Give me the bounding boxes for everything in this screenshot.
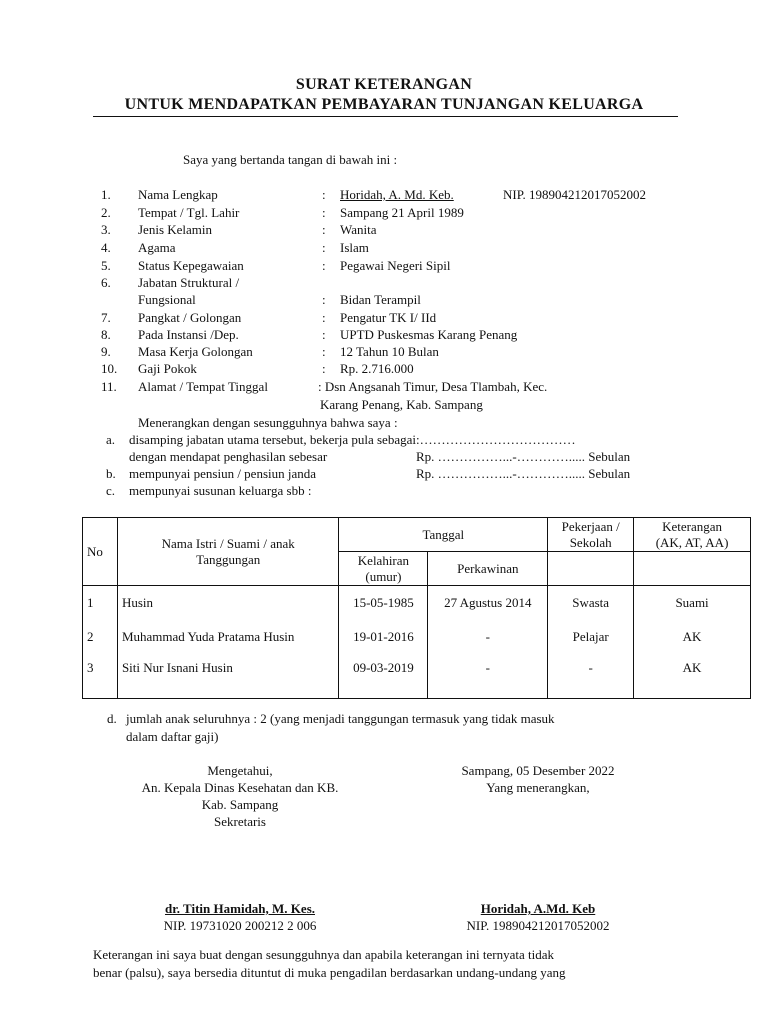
sign-left-line2: An. Kepala Dinas Kesehatan dan KB. xyxy=(141,780,339,795)
statement-a-income-amount: Rp. ……………...-…………..... Sebulan xyxy=(416,449,631,464)
sign-left-nip: NIP. 19731020 200212 2 006 xyxy=(163,918,317,933)
item-label: Jenis Kelamin xyxy=(138,222,213,237)
header-name-line2: Tanggungan xyxy=(196,551,261,567)
row-name: Siti Nur Isnani Husin xyxy=(117,654,339,698)
statement-a-letter: a. xyxy=(106,432,116,447)
document-subtitle: UNTUK MENDAPATKAN PEMBAYARAN TUNJANGAN KELUARGA xyxy=(124,96,644,113)
footer-line2: benar (palsu), saya bersedia dituntut di muka pengadilan berdasarkan undang-undang yang xyxy=(93,965,566,980)
row-keterangan: Suami xyxy=(634,586,751,621)
sign-left-name: dr. Titin Hamidah, M. Kes. xyxy=(164,901,315,916)
row-perkawinan: - xyxy=(428,654,548,698)
item-number: 7. xyxy=(101,310,111,325)
item-colon: : xyxy=(322,240,326,255)
header-keterangan-empty xyxy=(634,552,751,586)
row-keterangan: AK xyxy=(634,620,751,654)
header-name xyxy=(117,518,339,586)
item-label: Pangkat / Golongan xyxy=(138,310,242,325)
row-kelahiran: 19-01-2016 xyxy=(339,620,428,654)
item-colon: : xyxy=(322,327,326,342)
row-pekerjaan: Pelajar xyxy=(548,620,634,654)
header-keterangan-line2: (AK, AT, AA) xyxy=(655,535,729,550)
statement-a-income-label: dengan mendapat penghasilan sebesar xyxy=(129,449,328,464)
sign-left-line3: Kab. Sampang xyxy=(201,797,279,812)
statement-d-letter: d. xyxy=(107,711,117,726)
item-number: 2. xyxy=(101,205,111,220)
item-number: 11. xyxy=(101,379,117,394)
statement-c-text: mempunyai susunan keluarga sbb : xyxy=(129,483,312,498)
item-value: 12 Tahun 10 Bulan xyxy=(340,344,439,359)
family-table xyxy=(82,517,751,699)
item-label: Masa Kerja Golongan xyxy=(138,344,253,359)
table-header-row xyxy=(83,518,751,552)
header-kelahiran xyxy=(339,552,428,586)
item-value: Pegawai Negeri Sipil xyxy=(340,258,451,273)
header-tanggal: Tanggal xyxy=(339,518,548,552)
item-label: Gaji Pokok xyxy=(138,361,197,376)
statement-b-letter: b. xyxy=(106,466,116,481)
header-kelahiran-line1: Kelahiran xyxy=(357,552,410,568)
item-value-continued: Karang Penang, Kab. Sampang xyxy=(320,397,483,412)
row-kelahiran: 09-03-2019 xyxy=(339,654,428,698)
sign-left-line1: Mengetahui, xyxy=(207,763,273,778)
header-pekerjaan xyxy=(548,518,634,552)
item-number: 3. xyxy=(101,222,111,237)
item-number: 6. xyxy=(101,275,111,290)
item-colon: : xyxy=(322,187,326,202)
item-colon: : xyxy=(322,222,326,237)
row-perkawinan: 27 Agustus 2014 xyxy=(428,586,548,621)
item-value-nip: NIP. 198904212017052002 xyxy=(503,187,647,202)
header-keterangan xyxy=(634,518,751,552)
item-label: Pada Instansi /Dep. xyxy=(138,327,239,342)
item-label: Nama Lengkap xyxy=(138,187,218,202)
statement-d-line1: jumlah anak seluruhnya : 2 (yang menjadi tanggungan termasuk yang tidak masuk xyxy=(126,711,555,726)
row-name: Husin xyxy=(117,586,339,621)
header-keterangan-line1: Keterangan xyxy=(662,519,723,534)
declaration-text: Menerangkan dengan sesungguhnya bahwa saya : xyxy=(138,415,398,430)
item-number: 5. xyxy=(101,258,111,273)
row-kelahiran: 15-05-1985 xyxy=(339,586,428,621)
header-pekerjaan-line1: Pekerjaan / xyxy=(561,519,620,534)
item-number: 4. xyxy=(101,240,111,255)
statement-c-letter: c. xyxy=(106,483,116,498)
item-value: : Dsn Angsanah Timur, Desa Tlambah, Kec. xyxy=(318,379,548,394)
header-pekerjaan-empty xyxy=(548,552,634,586)
item-value: Bidan Terampil xyxy=(340,292,421,307)
statement-a-text: disamping jabatan utama tersebut, bekerja pula sebagai:……………………………… xyxy=(129,432,576,447)
statement-b-text: mempunyai pensiun / pensiun janda xyxy=(129,466,317,481)
item-label: Alamat / Tempat Tinggal xyxy=(138,379,268,394)
row-pekerjaan: Swasta xyxy=(548,586,634,621)
statement-b-amount: Rp. ……………...-…………..... Sebulan xyxy=(416,466,631,481)
item-label: Tempat / Tgl. Lahir xyxy=(138,205,240,220)
sign-right-line2: Yang menerangkan, xyxy=(486,780,590,795)
item-label: Status Kepegawaian xyxy=(138,258,244,273)
item-label: Agama xyxy=(138,240,176,255)
row-no: 3 xyxy=(83,654,118,698)
table-row xyxy=(83,654,751,698)
item-number: 10. xyxy=(101,361,118,376)
sign-left-line4: Sekretaris xyxy=(214,814,266,829)
item-label-continued: Fungsional xyxy=(138,292,196,307)
item-colon: : xyxy=(322,344,326,359)
row-keterangan: AK xyxy=(634,654,751,698)
item-value: UPTD Puskesmas Karang Penang xyxy=(340,327,518,342)
header-perkawinan: Perkawinan xyxy=(428,552,548,586)
item-label: Jabatan Struktural / xyxy=(138,275,240,290)
row-name: Muhammad Yuda Pratama Husin xyxy=(117,620,339,654)
item-colon: : xyxy=(322,292,326,307)
row-perkawinan: - xyxy=(428,620,548,654)
sign-right-nip: NIP. 198904212017052002 xyxy=(466,918,610,933)
item-colon: : xyxy=(322,205,326,220)
intro-text: Saya yang bertanda tangan di bawah ini : xyxy=(183,152,398,167)
title-underline xyxy=(93,116,678,117)
row-no: 2 xyxy=(83,620,118,654)
document-title: SURAT KETERANGAN xyxy=(295,76,473,93)
item-number: 1. xyxy=(101,187,111,202)
sign-right-line1: Sampang, 05 Desember 2022 xyxy=(461,763,615,778)
header-kelahiran-line2: (umur) xyxy=(365,568,402,584)
item-colon: : xyxy=(322,258,326,273)
header-name-line1: Nama Istri / Suami / anak xyxy=(161,535,295,551)
statement-d-line2: dalam daftar gaji) xyxy=(126,729,219,744)
header-pekerjaan-line2: Sekolah xyxy=(569,535,612,550)
item-value: Wanita xyxy=(340,222,377,237)
table-row xyxy=(83,586,751,621)
item-number: 8. xyxy=(101,327,111,342)
item-value-name: Horidah, A. Md. Keb. xyxy=(340,187,454,202)
item-colon: : xyxy=(322,310,326,325)
item-value: Rp. 2.716.000 xyxy=(340,361,414,376)
item-number: 9. xyxy=(101,344,111,359)
header-no: No xyxy=(83,518,118,586)
item-value: Sampang 21 April 1989 xyxy=(340,205,464,220)
item-value: Pengatur TK I/ IId xyxy=(340,310,437,325)
item-value: Islam xyxy=(340,240,369,255)
footer-line1: Keterangan ini saya buat dengan sesungguhnya dan apabila keterangan ini ternyata tidak xyxy=(93,947,554,962)
row-no: 1 xyxy=(83,586,118,621)
row-pekerjaan: - xyxy=(548,654,634,698)
item-colon: : xyxy=(322,361,326,376)
sign-right-name: Horidah, A.Md. Keb xyxy=(480,901,596,916)
table-row xyxy=(83,620,751,654)
